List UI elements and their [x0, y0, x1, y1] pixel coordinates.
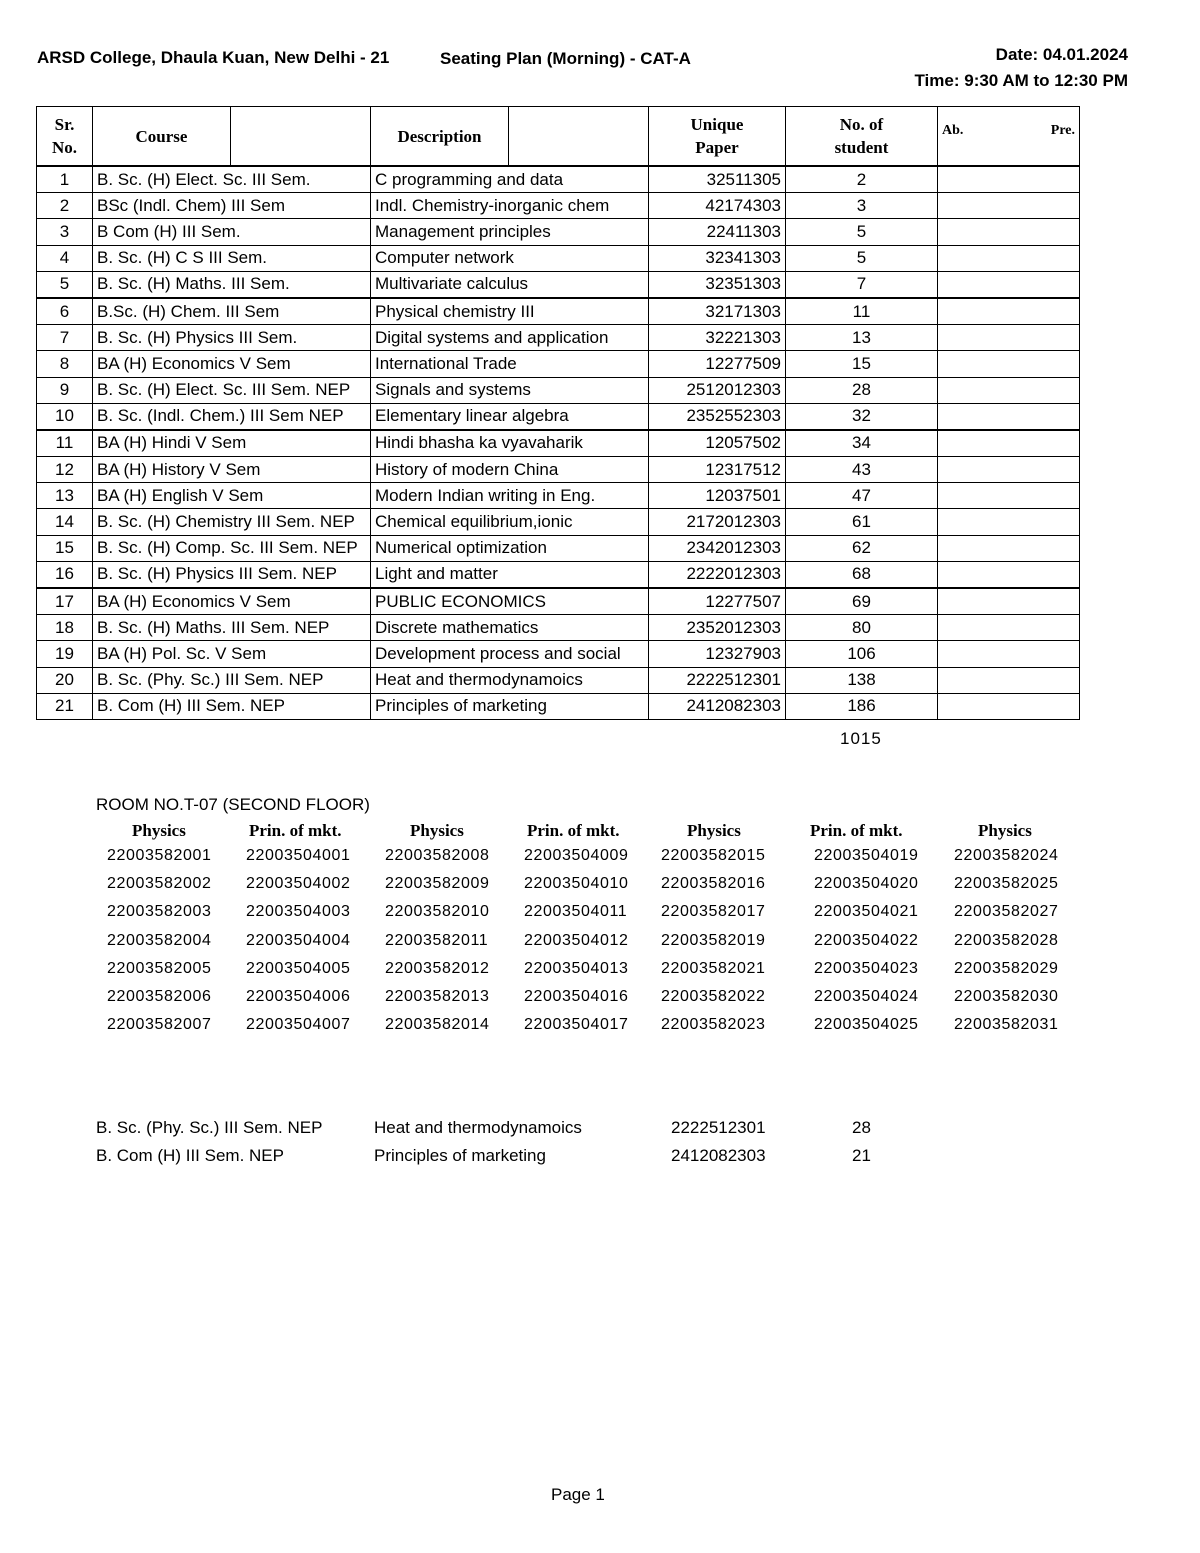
row-sr-no: 14	[37, 509, 93, 535]
row-sr-no: 6	[37, 298, 93, 325]
exam-time: Time: 9:30 AM to 12:30 PM	[914, 71, 1128, 90]
row-attendance	[938, 509, 1080, 535]
roll-number: 22003582013	[385, 988, 490, 1005]
row-course: B. Com (H) III Sem. NEP	[93, 693, 371, 719]
row-attendance	[938, 535, 1080, 561]
roll-number: 22003582003	[107, 903, 212, 921]
row-course: B. Sc. (H) Chemistry III Sem. NEP	[93, 509, 371, 535]
row-paper-code: 12037501	[649, 483, 786, 509]
header-no-of-student	[786, 107, 938, 167]
row-course: B. Sc. (H) Elect. Sc. III Sem.	[93, 166, 371, 193]
row-description: Hindi bhasha ka vyavaharik	[371, 430, 649, 457]
roll-number: 22003582014	[385, 1016, 490, 1034]
summary-description: Principles of marketing	[374, 1146, 546, 1165]
header-ab-pre	[938, 107, 1080, 167]
row-attendance	[938, 298, 1080, 325]
row-paper-code: 32171303	[649, 298, 786, 325]
summary-paper-code: 2222512301	[671, 1118, 766, 1137]
roll-number: 22003504012	[524, 931, 629, 949]
roll-number: 22003504003	[246, 903, 351, 921]
roll-number: 22003582009	[385, 875, 490, 893]
row-sr-no: 12	[37, 457, 93, 483]
roll-number: 22003504009	[524, 847, 629, 864]
row-description: Modern Indian writing in Eng.	[371, 483, 649, 509]
row-description: Development process and social	[371, 641, 649, 667]
header-empty-2	[509, 107, 649, 167]
row-sr-no: 15	[37, 535, 93, 561]
table-header-row	[37, 107, 1080, 167]
row-student-count: 13	[786, 325, 938, 351]
roll-number: 22003504011	[524, 903, 628, 921]
room-column-header: Prin. of mkt.	[810, 821, 903, 840]
row-student-count: 138	[786, 667, 938, 693]
row-sr-no: 13	[37, 483, 93, 509]
row-paper-code: 2222012303	[649, 561, 786, 588]
row-description: Light and matter	[371, 561, 649, 588]
table-row	[37, 561, 1080, 588]
roll-number: 22003504007	[246, 1016, 351, 1034]
table-row	[37, 166, 1080, 193]
table-row	[37, 588, 1080, 615]
plan-title: Seating Plan (Morning) - CAT-A	[440, 49, 691, 68]
room-column-header: Physics	[410, 821, 464, 840]
roll-number: 22003582002	[107, 875, 212, 893]
row-sr-no: 4	[37, 245, 93, 271]
roll-number: 22003582025	[954, 875, 1059, 893]
row-course: B.Sc. (H) Chem. III Sem	[93, 298, 371, 325]
row-attendance	[938, 403, 1080, 430]
course-table	[36, 106, 1080, 720]
row-student-count: 5	[786, 245, 938, 271]
row-attendance	[938, 325, 1080, 351]
row-description: Principles of marketing	[371, 693, 649, 719]
row-paper-code: 2412082303	[649, 693, 786, 719]
table-row	[37, 641, 1080, 667]
row-student-count: 106	[786, 641, 938, 667]
row-description: International Trade	[371, 351, 649, 377]
header-sr-no	[37, 107, 93, 167]
row-attendance	[938, 457, 1080, 483]
row-paper-code: 2352012303	[649, 615, 786, 641]
header-no-of-label: No. of	[839, 115, 884, 134]
table-row	[37, 483, 1080, 509]
roll-number: 22003582028	[954, 931, 1059, 949]
row-student-count: 11	[786, 298, 938, 325]
table-row	[37, 457, 1080, 483]
roll-number: 22003504013	[524, 959, 629, 977]
row-paper-code: 12277507	[649, 588, 786, 615]
row-course: BA (H) Economics V Sem	[93, 588, 371, 615]
table-row	[37, 667, 1080, 693]
exam-date: Date: 04.01.2024	[995, 45, 1128, 64]
row-student-count: 47	[786, 483, 938, 509]
row-paper-code: 42174303	[649, 193, 786, 219]
row-attendance	[938, 561, 1080, 588]
table-row	[37, 535, 1080, 561]
roll-number: 22003582008	[385, 847, 490, 864]
row-student-count: 68	[786, 561, 938, 588]
row-attendance	[938, 641, 1080, 667]
row-sr-no: 11	[37, 430, 93, 457]
roll-number: 22003582007	[107, 1016, 212, 1034]
table-row	[37, 298, 1080, 325]
room-column-header: Physics	[978, 821, 1032, 840]
roll-number: 22003582004	[107, 931, 212, 949]
header-no-label: No.	[51, 138, 78, 157]
roll-number: 22003504001	[246, 847, 351, 864]
summary-description: Heat and thermodynamoics	[374, 1118, 582, 1137]
row-course: B. Sc. (H) Physics III Sem. NEP	[93, 561, 371, 588]
table-row	[37, 403, 1080, 430]
row-description: PUBLIC ECONOMICS	[371, 588, 649, 615]
header-pre-label: Pre.	[1050, 122, 1075, 138]
table-row	[37, 693, 1080, 719]
row-student-count: 62	[786, 535, 938, 561]
header-student-label: student	[834, 138, 889, 157]
table-row	[37, 245, 1080, 271]
row-sr-no: 2	[37, 193, 93, 219]
table-row	[37, 377, 1080, 403]
row-sr-no: 17	[37, 588, 93, 615]
row-paper-code: 12317512	[649, 457, 786, 483]
roll-number: 22003582030	[954, 988, 1059, 1005]
row-description: Digital systems and application	[371, 325, 649, 351]
row-description: Signals and systems	[371, 377, 649, 403]
row-student-count: 43	[786, 457, 938, 483]
row-paper-code: 32511305	[649, 166, 786, 193]
row-course: B. Sc. (H) Maths. III Sem.	[93, 271, 371, 298]
row-student-count: 28	[786, 377, 938, 403]
roll-number: 22003582023	[661, 1016, 766, 1034]
row-attendance	[938, 377, 1080, 403]
table-row	[37, 219, 1080, 245]
row-course: B. Sc. (H) Elect. Sc. III Sem. NEP	[93, 377, 371, 403]
roll-number: 22003504024	[814, 988, 919, 1005]
row-student-count: 61	[786, 509, 938, 535]
header-ab-label: Ab.	[942, 122, 964, 138]
roll-number: 22003582029	[954, 959, 1059, 977]
row-sr-no: 7	[37, 325, 93, 351]
row-sr-no: 8	[37, 351, 93, 377]
row-sr-no: 5	[37, 271, 93, 298]
roll-number: 22003582016	[661, 875, 766, 893]
roll-number: 22003504016	[524, 988, 629, 1005]
roll-number: 22003504022	[814, 931, 919, 949]
row-student-count: 15	[786, 351, 938, 377]
roll-number: 22003504017	[524, 1016, 629, 1034]
row-student-count: 186	[786, 693, 938, 719]
table-row	[37, 193, 1080, 219]
row-description: Multivariate calculus	[371, 271, 649, 298]
row-course: BSc (Indl. Chem) III Sem	[93, 193, 371, 219]
roll-number: 22003582001	[107, 847, 212, 864]
table-row	[37, 430, 1080, 457]
row-student-count: 3	[786, 193, 938, 219]
row-attendance	[938, 693, 1080, 719]
row-student-count: 34	[786, 430, 938, 457]
summary-count: 28	[852, 1118, 871, 1137]
roll-number: 22003504010	[524, 875, 629, 893]
row-description: Computer network	[371, 245, 649, 271]
header-course: Course	[93, 107, 231, 167]
row-attendance	[938, 245, 1080, 271]
row-description: Chemical equilibrium,ionic	[371, 509, 649, 535]
roll-number: 22003582024	[954, 847, 1059, 864]
roll-number: 22003582011	[385, 931, 489, 949]
row-paper-code: 12057502	[649, 430, 786, 457]
row-sr-no: 19	[37, 641, 93, 667]
row-sr-no: 16	[37, 561, 93, 588]
header-unique-label: Unique	[690, 115, 744, 134]
row-description: Physical chemistry III	[371, 298, 649, 325]
header-unique-paper	[649, 107, 786, 167]
summary-course: B. Com (H) III Sem. NEP	[96, 1146, 284, 1165]
table-row	[37, 325, 1080, 351]
roll-number: 22003582012	[385, 959, 490, 977]
roll-number: 22003504021	[814, 903, 919, 921]
row-paper-code: 22411303	[649, 219, 786, 245]
row-course: B. Sc. (H) Maths. III Sem. NEP	[93, 615, 371, 641]
row-attendance	[938, 219, 1080, 245]
roll-number: 22003504005	[246, 959, 351, 977]
row-attendance	[938, 166, 1080, 193]
room-column-header: Prin. of mkt.	[527, 821, 620, 840]
row-course: B. Sc. (H) C S III Sem.	[93, 245, 371, 271]
row-attendance	[938, 615, 1080, 641]
row-course: BA (H) Economics V Sem	[93, 351, 371, 377]
row-description: Elementary linear algebra	[371, 403, 649, 430]
roll-number: 22003504019	[814, 847, 919, 864]
row-course: B Com (H) III Sem.	[93, 219, 371, 245]
row-attendance	[938, 483, 1080, 509]
row-student-count: 2	[786, 166, 938, 193]
row-student-count: 80	[786, 615, 938, 641]
roll-number: 22003582019	[661, 931, 766, 949]
row-description: Numerical optimization	[371, 535, 649, 561]
row-paper-code: 32341303	[649, 245, 786, 271]
row-course: BA (H) English V Sem	[93, 483, 371, 509]
header-sr-label: Sr.	[54, 115, 75, 134]
row-description: History of modern China	[371, 457, 649, 483]
row-attendance	[938, 430, 1080, 457]
row-attendance	[938, 271, 1080, 298]
row-course: B. Sc. (Indl. Chem.) III Sem NEP	[93, 403, 371, 430]
row-description: Discrete mathematics	[371, 615, 649, 641]
row-description: Heat and thermodynamoics	[371, 667, 649, 693]
row-attendance	[938, 667, 1080, 693]
row-student-count: 5	[786, 219, 938, 245]
table-row	[37, 509, 1080, 535]
summary-paper-code: 2412082303	[671, 1146, 766, 1165]
header-paper-label: Paper	[695, 138, 739, 157]
row-paper-code: 2222512301	[649, 667, 786, 693]
row-sr-no: 9	[37, 377, 93, 403]
row-paper-code: 32221303	[649, 325, 786, 351]
row-paper-code: 2512012303	[649, 377, 786, 403]
room-column-header: Physics	[132, 821, 186, 840]
total-students: 1015	[840, 729, 882, 748]
row-course: B. Sc. (H) Physics III Sem.	[93, 325, 371, 351]
row-sr-no: 20	[37, 667, 93, 693]
roll-number: 22003582006	[107, 988, 212, 1005]
roll-number: 22003582021	[661, 959, 766, 977]
row-sr-no: 21	[37, 693, 93, 719]
table-row	[37, 351, 1080, 377]
roll-number: 22003504020	[814, 875, 919, 893]
roll-number: 22003504002	[246, 875, 351, 893]
college-name: ARSD College, Dhaula Kuan, New Delhi - 21	[37, 48, 390, 67]
header-empty-1	[231, 107, 371, 167]
roll-number: 22003582022	[661, 988, 766, 1005]
roll-number: 22003582031	[954, 1016, 1059, 1034]
row-description: C programming and data	[371, 166, 649, 193]
row-course: B. Sc. (Phy. Sc.) III Sem. NEP	[93, 667, 371, 693]
row-paper-code: 2172012303	[649, 509, 786, 535]
summary-count: 21	[852, 1146, 871, 1165]
roll-number: 22003582010	[385, 903, 490, 921]
table-row	[37, 271, 1080, 298]
row-sr-no: 10	[37, 403, 93, 430]
header-description: Description	[371, 107, 509, 167]
room-title: ROOM NO.T-07 (SECOND FLOOR)	[96, 795, 370, 814]
row-description: Management principles	[371, 219, 649, 245]
row-attendance	[938, 193, 1080, 219]
room-column-header: Physics	[687, 821, 741, 840]
row-student-count: 69	[786, 588, 938, 615]
table-row	[37, 615, 1080, 641]
row-student-count: 32	[786, 403, 938, 430]
row-student-count: 7	[786, 271, 938, 298]
row-paper-code: 12277509	[649, 351, 786, 377]
row-attendance	[938, 351, 1080, 377]
row-attendance	[938, 588, 1080, 615]
roll-number: 22003582017	[661, 903, 766, 921]
row-paper-code: 2352552303	[649, 403, 786, 430]
roll-number: 22003582005	[107, 959, 212, 977]
row-course: B. Sc. (H) Comp. Sc. III Sem. NEP	[93, 535, 371, 561]
room-column-header: Prin. of mkt.	[249, 821, 342, 840]
roll-number: 22003504004	[246, 931, 351, 949]
roll-number: 22003582015	[661, 847, 766, 864]
row-paper-code: 2342012303	[649, 535, 786, 561]
roll-number: 22003504025	[814, 1016, 919, 1034]
roll-number: 22003504023	[814, 959, 919, 977]
page-number: Page 1	[551, 1485, 605, 1504]
row-paper-code: 12327903	[649, 641, 786, 667]
summary-course: B. Sc. (Phy. Sc.) III Sem. NEP	[96, 1118, 323, 1137]
row-description: Indl. Chemistry-inorganic chem	[371, 193, 649, 219]
row-paper-code: 32351303	[649, 271, 786, 298]
row-sr-no: 1	[37, 166, 93, 193]
roll-number: 22003582027	[954, 903, 1059, 921]
row-course: BA (H) History V Sem	[93, 457, 371, 483]
row-course: BA (H) Pol. Sc. V Sem	[93, 641, 371, 667]
row-course: BA (H) Hindi V Sem	[93, 430, 371, 457]
row-sr-no: 18	[37, 615, 93, 641]
roll-number: 22003504006	[246, 988, 351, 1005]
row-sr-no: 3	[37, 219, 93, 245]
